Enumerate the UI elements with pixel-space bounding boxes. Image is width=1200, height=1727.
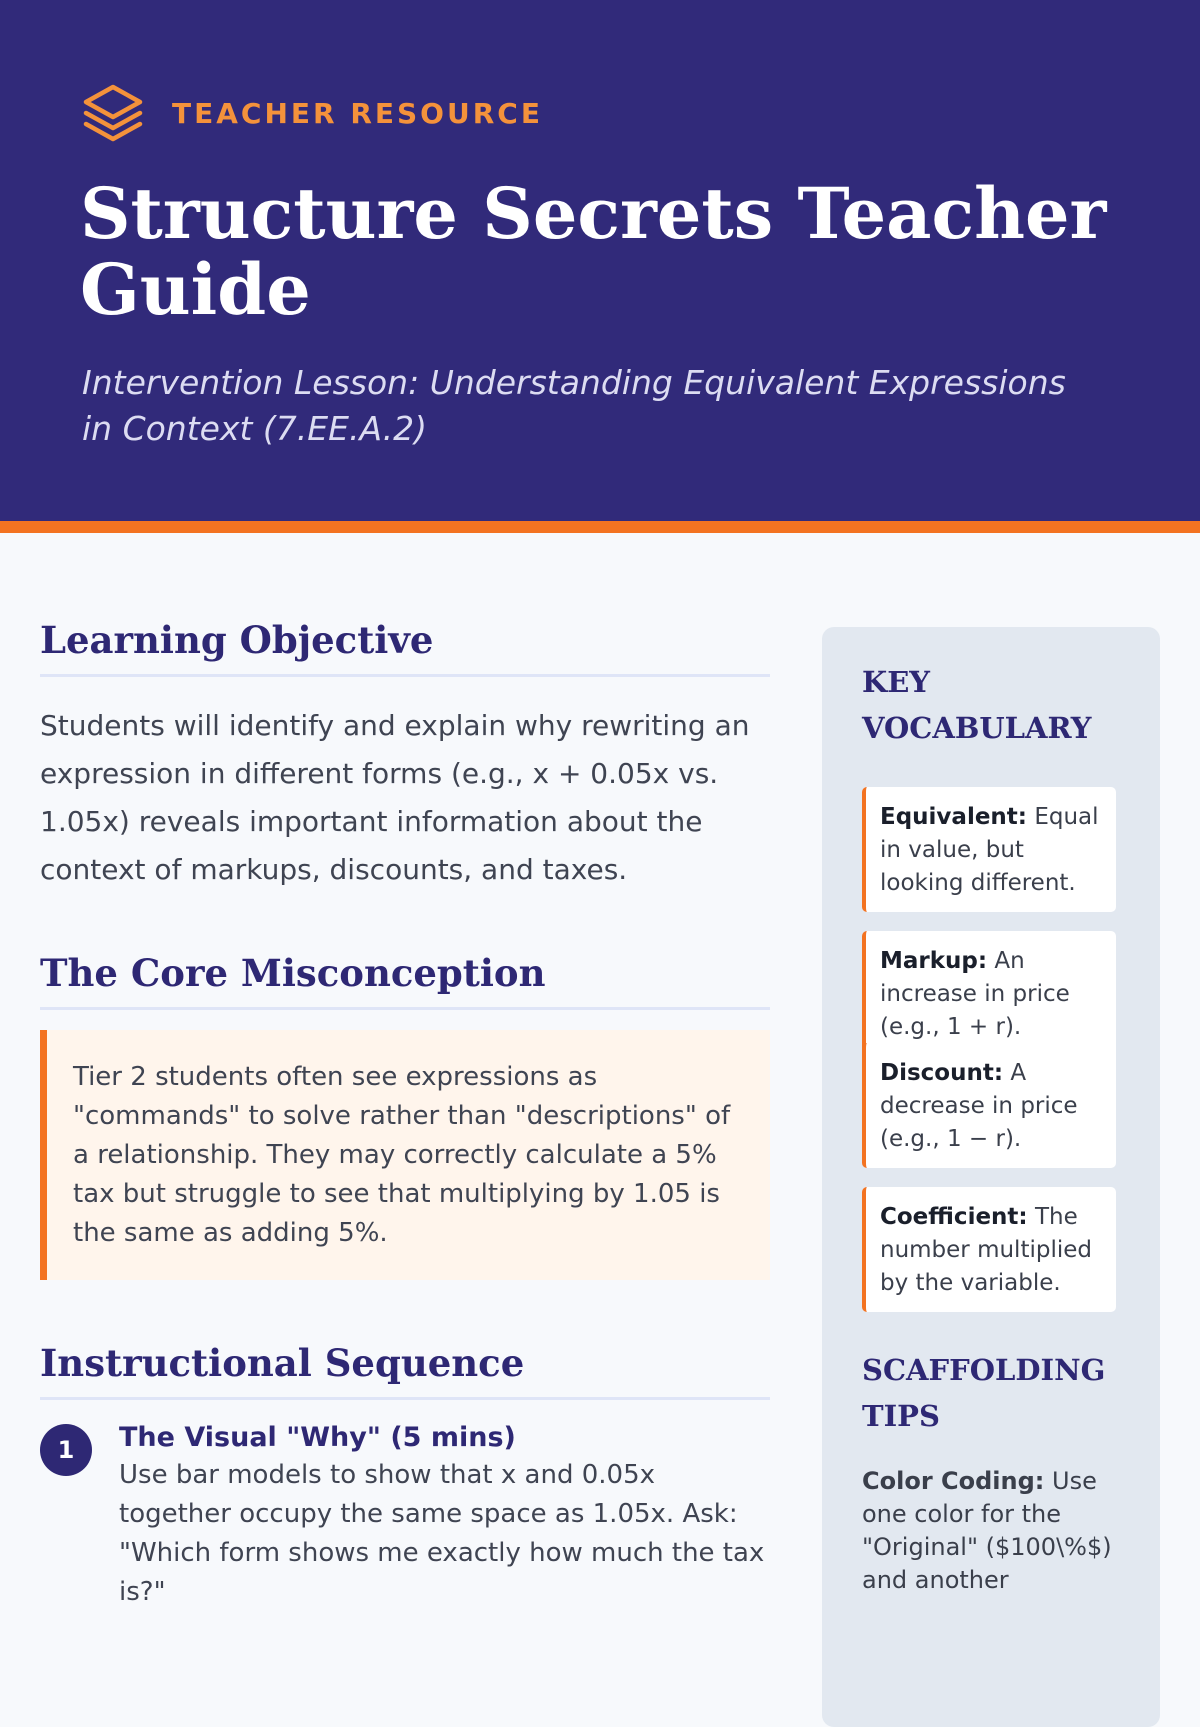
sequence-step xyxy=(40,1420,770,1612)
vocab-term: Equivalent: xyxy=(880,804,1027,830)
objective-heading: Learning Objective xyxy=(40,615,770,677)
step-text: Use bar models to show that x and 0.05x together occupy the same space as 1.05x. Ask: "Which form shows me exactly how much the tax is?" xyxy=(119,1460,765,1607)
vocab-term: Coefficient: xyxy=(880,1204,1028,1230)
objective-text: Students will identify and explain why rewriting an expression in different forms (e.g., x + 0.05x vs. 1.05x) reveals important information about the context of markups, discounts, and taxes. xyxy=(40,709,750,886)
tip-text: Use one color for the "Original" ($100\%$) and another xyxy=(862,1467,1112,1594)
tips-heading: SCAFFOLDING TIPS xyxy=(862,1353,1106,1433)
page-title: Structure Secrets Teacher Guide xyxy=(80,172,1107,331)
step-title: The Visual "Why" (5 mins) xyxy=(119,1422,516,1453)
misconception-section xyxy=(40,948,770,1280)
sequence-section xyxy=(40,1338,770,1612)
page-subtitle: Intervention Lesson: Understanding Equivalent Expressions in Context (7.EE.A.2) xyxy=(82,363,1066,448)
sidebar xyxy=(822,627,1160,1727)
misconception-callout xyxy=(40,1030,770,1280)
brand-label: TEACHER RESOURCE xyxy=(172,96,543,130)
vocab-card-equivalent xyxy=(862,787,1116,912)
vocab-card-discount xyxy=(862,1043,1116,1168)
vocab-definition: An increase in price (e.g., 1 + r). xyxy=(880,948,1070,1040)
vocab-definition: A decrease in price (e.g., 1 − r). xyxy=(880,1060,1078,1152)
page-header xyxy=(0,0,1200,533)
vocab-definition: Equal in value, but looking different. xyxy=(880,804,1099,896)
vocab-term: Markup: xyxy=(880,948,988,974)
vocab-card-markup xyxy=(862,931,1116,1056)
tip-item xyxy=(862,1465,1126,1597)
vocab-card-coefficient xyxy=(862,1187,1116,1312)
step-body xyxy=(119,1420,770,1612)
objective-section xyxy=(40,615,770,894)
misconception-heading: The Core Misconception xyxy=(40,948,770,1010)
vocab-term: Discount: xyxy=(880,1060,1004,1086)
layers-icon xyxy=(82,82,144,144)
sequence-heading: Instructional Sequence xyxy=(40,1338,770,1400)
vocab-heading: KEY VOCABULARY xyxy=(862,665,1092,745)
misconception-text: Tier 2 students often see expressions as "commands" to solve rather than "descriptions" of a relationship. They may correctly calculate a 5% tax but struggle to see that multiplying by 1.05 is the same as adding 5%. xyxy=(73,1062,731,1248)
tip-term: Color Coding: xyxy=(862,1467,1045,1495)
main-content xyxy=(40,615,770,1612)
step-number-badge: 1 xyxy=(40,1424,92,1476)
vocab-definition: The number multiplied by the variable. xyxy=(880,1204,1092,1296)
brand xyxy=(82,82,543,144)
